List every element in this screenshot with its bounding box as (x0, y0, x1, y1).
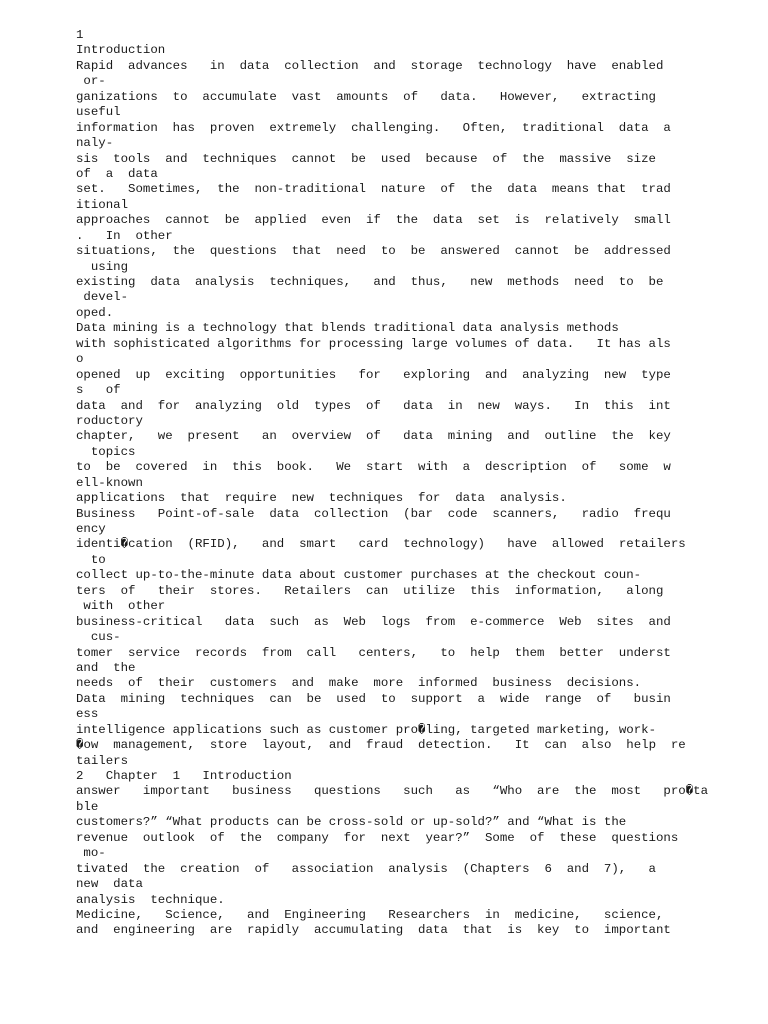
text-line: Business Point-of-sale data collection (bar code scanners, radio frequ (76, 506, 671, 521)
document-text (76, 28, 716, 939)
text-line: tomer service records from call centers, to help them better underst (76, 645, 671, 660)
text-line: identi�cation (RFID), and smart card technology) have allowed retailers (76, 537, 686, 552)
text-line: set. Sometimes, the non-traditional nature of the data means that trad (76, 182, 671, 197)
text-line: answer important business questions such as “Who are the most pro�ta (76, 784, 709, 799)
text-line: business-critical data such as Web logs from e-commerce Web sites and (76, 614, 671, 629)
text-line: to (76, 552, 106, 567)
text-line: Data mining is a technology that blends traditional data analysis methods (76, 321, 619, 336)
text-line: devel- (76, 290, 129, 305)
text-line: Introduction (76, 43, 166, 58)
text-line: to be covered in this book. We start with a description of some w (76, 460, 671, 475)
text-line: . In other (76, 228, 173, 243)
text-line: 2 Chapter 1 Introduction (76, 769, 292, 783)
text-line: and the (76, 660, 136, 675)
text-line: ency (76, 522, 106, 536)
text-line: data and for analyzing old types of data in new ways. In this int (76, 398, 671, 413)
text-line: information has proven extremely challenging. Often, traditional data a (76, 120, 671, 135)
text-line: or- (76, 74, 106, 89)
text-line: analysis technique. (76, 892, 225, 907)
text-line: with sophisticated algorithms for processing large volumes of data. It has als (76, 336, 671, 351)
text-line: s of (76, 383, 121, 398)
text-line: topics (76, 444, 136, 459)
text-line: �ow management, store layout, and fraud detection. It can also help re (76, 738, 686, 753)
text-line: naly- (76, 136, 114, 151)
text-line: customers?” “What products can be cross-sold or up-sold?” and “What is the (76, 815, 627, 830)
text-line: using (76, 259, 129, 274)
text-line: ble (76, 799, 99, 814)
text-line: roductory (76, 413, 143, 428)
text-line: oped. (76, 305, 114, 320)
text-line: ganizations to accumulate vast amounts of data. However, extracting (76, 89, 656, 104)
text-line: Rapid advances in data collection and storage technology have enabled (76, 58, 664, 73)
text-line: ters of their stores. Retailers can utilize this information, along (76, 583, 664, 598)
text-line: tivated the creation of association analysis (Chapters 6 and 7), a (76, 861, 656, 876)
text-line: chapter, we present an overview of data mining and outline the key (76, 429, 671, 444)
text-line: new data (76, 877, 143, 892)
text-line: sis tools and techniques cannot be used because of the massive size (76, 151, 656, 166)
text-line: ell-known (76, 475, 143, 490)
text-line: itional (76, 197, 129, 212)
text-line: useful (76, 105, 121, 120)
text-line: tailers (76, 753, 129, 768)
text-line: situations, the questions that need to be answered cannot be addressed (76, 244, 671, 259)
text-line: intelligence applications such as customer pro�ling, targeted marketing, work- (76, 722, 657, 737)
text-line: approaches cannot be applied even if the data set is relatively small (76, 213, 671, 228)
text-line: Data mining techniques can be used to support a wide range of busin (76, 691, 671, 706)
text-line: opened up exciting opportunities for exploring and analyzing new type (76, 367, 671, 382)
text-line: of a data (76, 166, 158, 181)
text-line: existing data analysis techniques, and thus, new methods need to be (76, 275, 664, 289)
text-line: 1 (76, 28, 84, 42)
text-line: ess (76, 707, 99, 722)
text-line: o (76, 352, 84, 367)
text-line: mo- (76, 846, 106, 861)
text-line: with other (76, 599, 166, 614)
text-line: cus- (76, 630, 121, 645)
text-line: and engineering are rapidly accumulating data that is key to important (76, 923, 671, 938)
text-line: collect up-to-the-minute data about customer purchases at the checkout coun- (76, 568, 642, 583)
text-line: applications that require new techniques for data analysis. (76, 491, 567, 506)
text-line: needs of their customers and make more informed business decisions. (76, 676, 642, 691)
text-line: revenue outlook of the company for next year?” Some of these questions (76, 830, 679, 845)
text-line: Medicine, Science, and Engineering Researchers in medicine, science, (76, 907, 664, 922)
